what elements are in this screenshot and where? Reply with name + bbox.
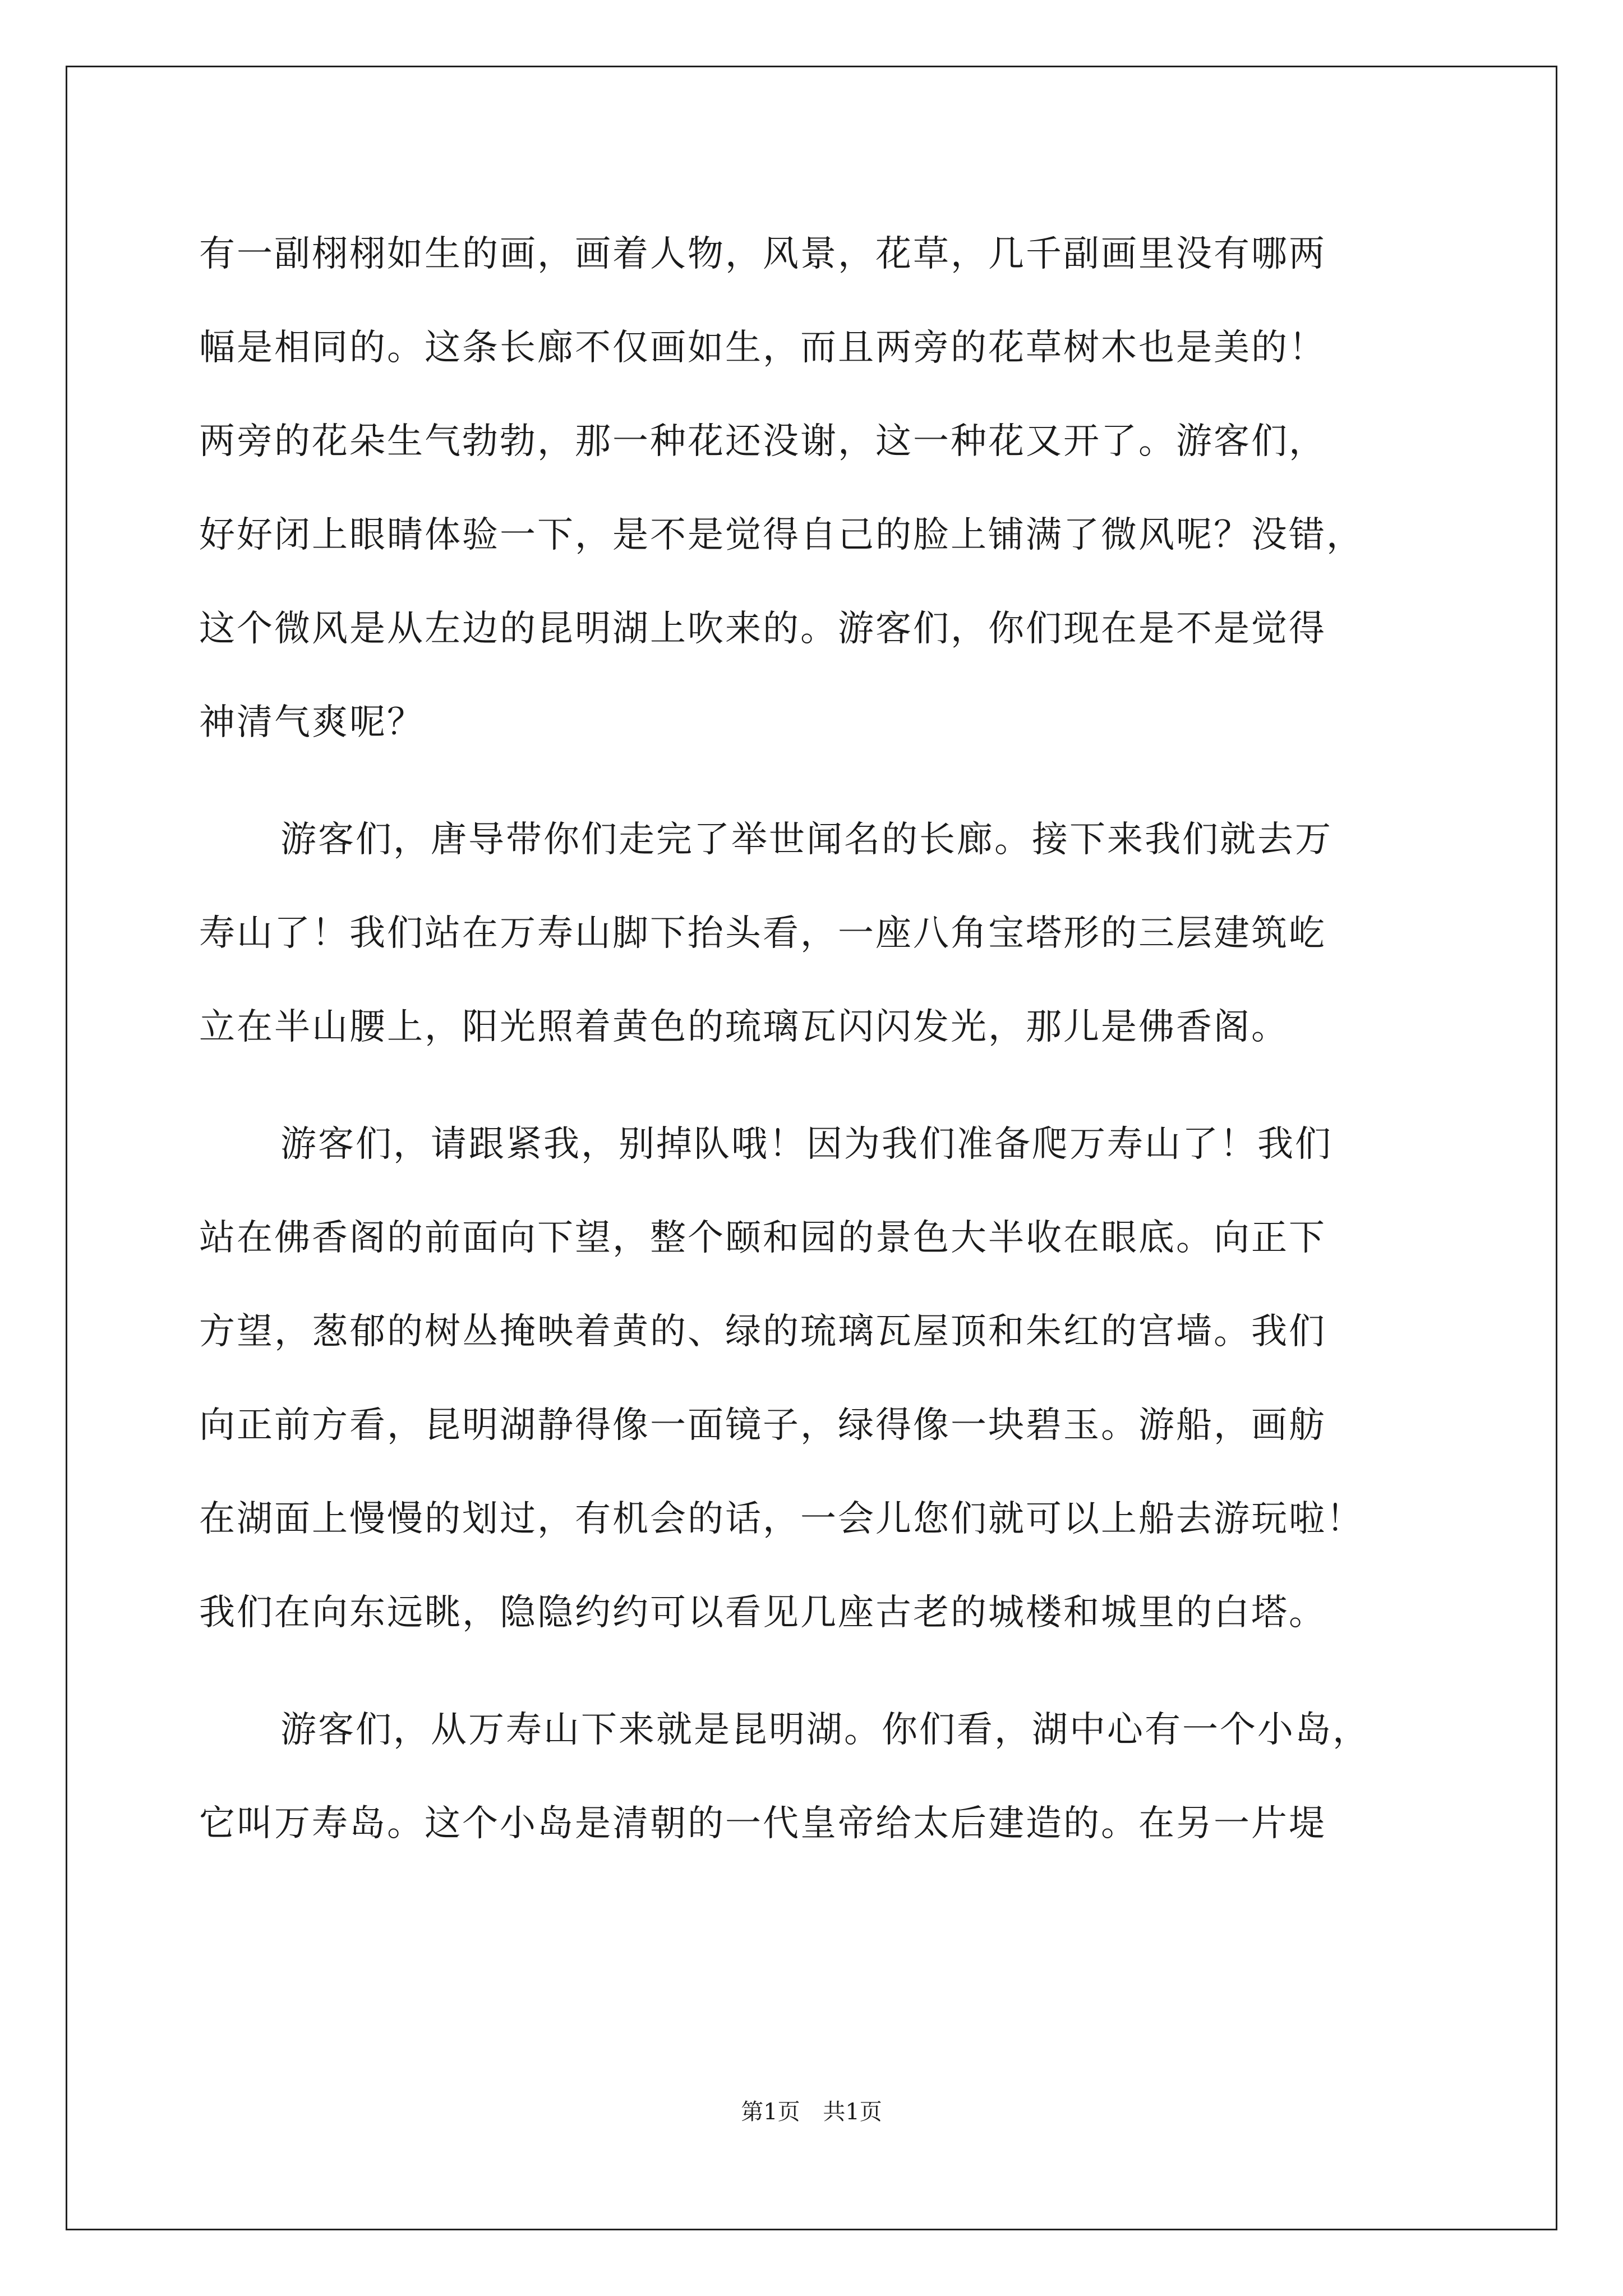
- text-line: 好好闭上眼睛体验一下，是不是觉得自己的脸上铺满了微风呢？没错，: [199, 514, 1364, 556]
- text-line: 向正前方看，昆明湖静得像一面镜子，绿得像一块碧玉。游船，画舫: [199, 1405, 1326, 1446]
- text-line: 我们在向东远眺，隐隐约约可以看见几座古老的城楼和城里的白塔。: [199, 1592, 1326, 1634]
- text-line: 这个微风是从左边的昆明湖上吹来的。游客们，你们现在是不是觉得: [199, 608, 1326, 650]
- text-line: 方望，葱郁的树丛掩映着黄的、绿的琉璃瓦屋顶和朱红的宫墙。我们: [199, 1311, 1326, 1352]
- text-line: 它叫万寿岛。这个小岛是清朝的一代皇帝给太后建造的。在另一片堤: [199, 1803, 1326, 1844]
- page-number: 第1页: [741, 2099, 800, 2125]
- text-line: 站在佛香阁的前面向下望，整个颐和园的景色大半收在眼底。向正下: [199, 1217, 1326, 1259]
- text-line: 游客们，请跟紧我，别掉队哦！因为我们准备爬万寿山了！我们: [280, 1124, 1332, 1165]
- text-line: 寿山了！我们站在万寿山脚下抬头看，一座八角宝塔形的三层建筑屹: [199, 913, 1326, 954]
- text-line: 游客们，唐导带你们走完了举世闻名的长廊。接下来我们就去万: [280, 819, 1332, 861]
- paragraph: [199, 1098, 1427, 1660]
- document-body: [199, 208, 1427, 1871]
- paragraph: [199, 208, 1427, 770]
- paragraph: [199, 1683, 1427, 1871]
- text-line: 立在半山腰上，阳光照着黄色的琉璃瓦闪闪发光，那儿是佛香阁。: [199, 1006, 1289, 1048]
- text-line: 两旁的花朵生气勃勃，那一种花还没谢，这一种花又开了。游客们，: [199, 421, 1326, 462]
- page-footer: [0, 2095, 1623, 2129]
- text-line: 游客们，从万寿山下来就是昆明湖。你们看，湖中心有一个小岛，: [280, 1709, 1370, 1751]
- text-line: 神清气爽呢？: [199, 702, 425, 743]
- page-total: 共1页: [823, 2099, 882, 2125]
- text-line: 幅是相同的。这条长廊不仅画如生，而且两旁的花草树木也是美的！: [199, 327, 1326, 369]
- text-line: 在湖面上慢慢的划过，有机会的话，一会儿您们就可以上船去游玩啦！: [199, 1498, 1364, 1540]
- paragraph: [199, 793, 1427, 1074]
- text-line: 有一副栩栩如生的画，画着人物，风景，花草，几千副画里没有哪两: [199, 233, 1326, 275]
